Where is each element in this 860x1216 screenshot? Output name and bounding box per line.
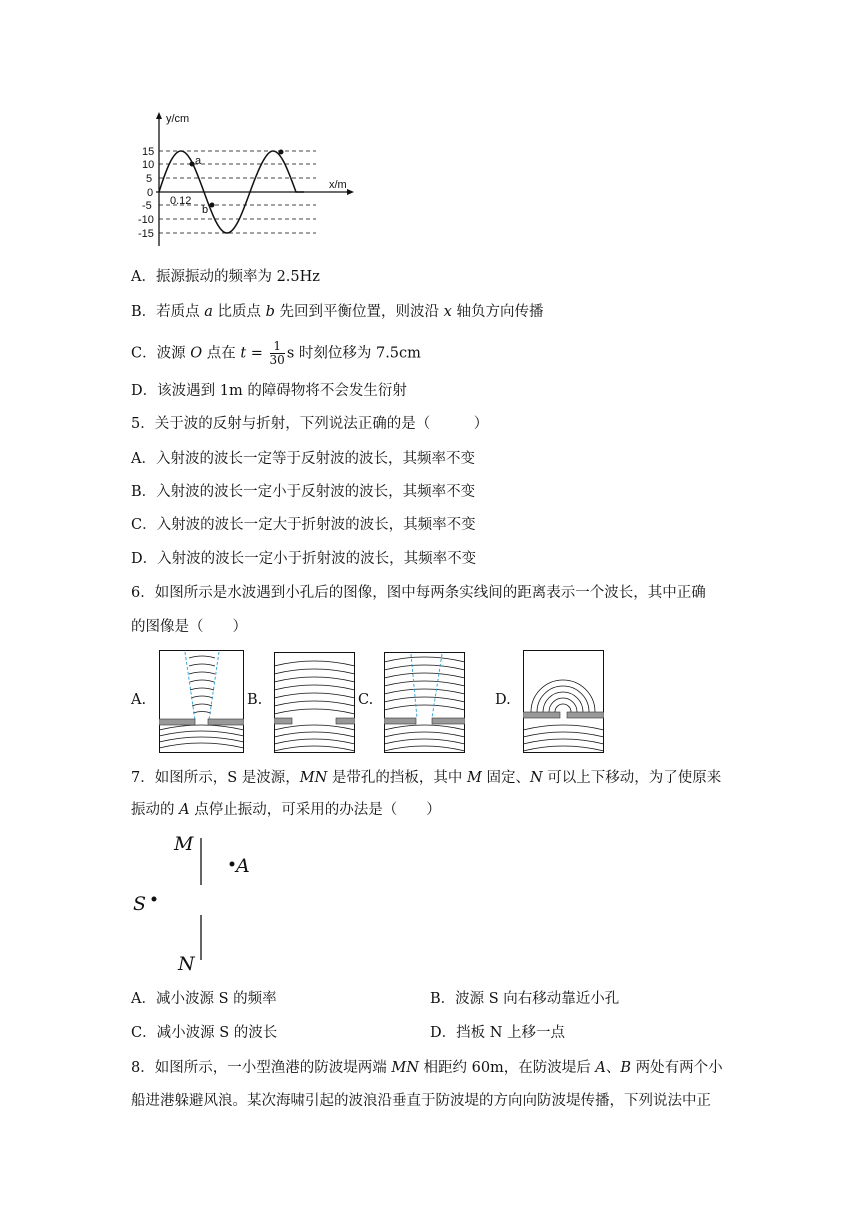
q7-stem-line1: 7．如图所示，S 是波源，MN 是带孔的挡板，其中 M 固定、N 可以上下移动，为了使原来	[131, 770, 722, 786]
q7-option-c: C．减小波源 S 的波长	[131, 1025, 278, 1041]
tick-neg5: -5	[142, 200, 152, 212]
point-a-dot	[190, 162, 195, 167]
wave-graph	[126, 108, 366, 250]
q6-label-b: B.	[247, 692, 263, 708]
q7-option-a: A．减小波源 S 的频率	[131, 991, 277, 1007]
point-a-label: a	[195, 155, 202, 167]
q7-figure	[130, 830, 260, 975]
tick-0: 0	[147, 187, 154, 199]
q8-stem-line2: 船进港躲避风浪。某次海啸引起的波浪沿垂直于防波堤的方向向防波堤传播，下列说法中正	[131, 1093, 711, 1109]
tick-10: 10	[142, 159, 155, 171]
q6-stem-line1: 6．如图所示是水波遇到小孔后的图像，图中每两条实线间的距离表示一个波长，其中正确	[131, 585, 706, 601]
q7-stem-line2: 振动的 A 点停止振动，可采用的办法是（ ）	[131, 802, 441, 818]
q6-figure-d	[523, 650, 604, 753]
q7-option-b: B．波源 S 向右移动靠近小孔	[430, 991, 620, 1007]
q6-figure-a	[159, 650, 244, 753]
q4-option-a: A．振源振动的频率为 2.5Hz	[131, 269, 320, 285]
point-b-dot	[210, 203, 215, 208]
label-s: S	[133, 893, 147, 915]
q6-label-d: D.	[495, 692, 511, 708]
point-b-label: b	[202, 204, 209, 216]
q5-option-a: A．入射波的波长一定等于反射波的波长，其频率不变	[131, 451, 475, 467]
tick-5: 5	[146, 173, 153, 185]
point-a-dot	[230, 862, 235, 867]
q5-option-c: C．入射波的波长一定大于折射波的波长，其频率不变	[131, 517, 476, 533]
x-axis-label: x/m	[329, 179, 347, 191]
tick-neg10: -10	[138, 214, 154, 226]
q5-option-d: D．入射波的波长一定小于折射波的波长，其频率不变	[131, 551, 477, 567]
tick-15: 15	[142, 146, 155, 158]
label-a: A	[236, 855, 250, 877]
q5-stem: 5．关于波的反射与折射，下列说法正确的是（ ）	[131, 416, 489, 432]
q6-label-a: A.	[131, 692, 147, 708]
q4-option-b: B．若质点 a 比质点 b 先回到平衡位置，则波沿 x 轴负方向传播	[131, 304, 544, 320]
fraction: $\frac{1}{30}$	[269, 339, 285, 367]
q6-figure-c	[384, 652, 465, 753]
label-n: N	[178, 953, 195, 975]
q6-stem-line2: 的图像是（ ）	[131, 619, 247, 635]
y-axis-label: y/cm	[166, 113, 190, 125]
q6-figure-b	[274, 652, 355, 753]
q7-option-d: D．挡板 N 上移一点	[430, 1025, 566, 1041]
q6-label-c: C.	[358, 692, 374, 708]
q4-option-c: C．波源 O 点在 t = $\frac{1}{30}$ s 时刻位移为 7.5cm	[131, 339, 421, 367]
q5-option-b: B．入射波的波长一定小于反射波的波长，其频率不变	[131, 484, 476, 500]
label-m: M	[174, 833, 194, 855]
tick-neg15: -15	[138, 228, 154, 240]
q8-stem-line1: 8．如图所示，一小型渔港的防波堤两端 MN 相距约 60m，在防波堤后 A、B 两处有两个小	[131, 1060, 723, 1076]
source-s-dot	[152, 897, 157, 902]
q4-option-d: D．该波遇到 1m 的障碍物将不会发生衍射	[131, 383, 407, 399]
peak-dot	[279, 150, 284, 155]
tick-x: 0.12	[170, 195, 192, 207]
